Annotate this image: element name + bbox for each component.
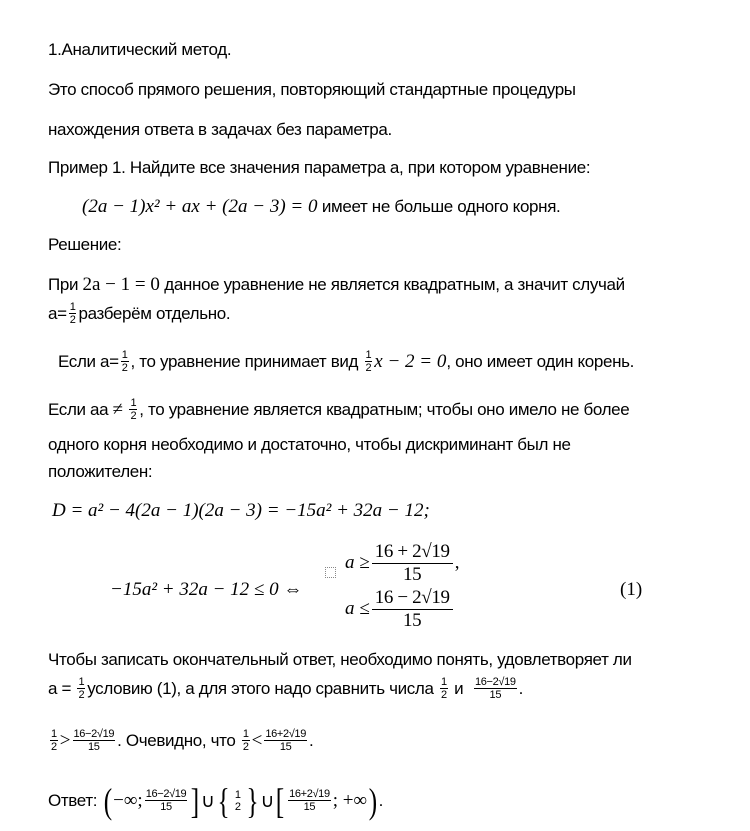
denominator: 15: [403, 564, 422, 585]
inequality: [110, 579, 302, 601]
denominator: 2: [78, 689, 85, 701]
ge-label: a ≥: [345, 552, 370, 573]
fraction-plus: [372, 542, 453, 584]
text: (1): [620, 579, 643, 600]
numerator: 16−2√19: [475, 676, 516, 688]
case3-line-3: [48, 462, 152, 482]
case1-math: 2a − 1 = 0: [82, 274, 160, 295]
text: a=: [48, 304, 67, 323]
denominator: 2: [365, 362, 372, 374]
denominator: 15: [160, 801, 172, 813]
discriminant-math: D = a² − 4(2a − 1)(2a − 3) = −15a² + 32a − 12;: [52, 500, 430, 521]
numerator: 1: [69, 301, 76, 313]
denominator: 15: [403, 610, 422, 631]
denominator: 2: [130, 410, 137, 422]
comparison-line: [48, 729, 313, 753]
fraction-minus: [145, 789, 188, 813]
denominator: 15: [489, 689, 502, 701]
union-sign: ∪: [200, 790, 215, 812]
answer-line: [48, 783, 383, 819]
denominator: 2: [51, 741, 57, 753]
text: и: [454, 679, 464, 698]
denominator: 15: [279, 741, 292, 753]
numerator: 16 + 2√19: [372, 542, 453, 564]
system-row-le: [345, 586, 459, 632]
bracket: ): [368, 781, 377, 821]
inequality-math: −15a² + 32a − 12 ≤ 0 ⇔: [110, 579, 303, 600]
text: При: [48, 275, 79, 294]
equation-number: [620, 579, 642, 601]
fraction-minus: [73, 729, 116, 753]
text: одного корня необходимо и достаточно, чтобы дискриминант был не: [48, 435, 571, 454]
text: .: [378, 791, 384, 810]
fraction-half: [77, 677, 85, 701]
text: Решение:: [48, 235, 122, 254]
fraction-minus: [372, 588, 453, 630]
bracket: }: [246, 781, 259, 821]
fraction-half: [121, 350, 129, 374]
text: Если аа: [48, 400, 109, 419]
case2-math: x − 2 = 0: [374, 351, 447, 372]
text: .: [308, 731, 314, 750]
solution-label: [48, 235, 121, 255]
answer-label: Ответ:: [48, 791, 98, 810]
numerator: 1: [78, 676, 85, 688]
fraction-half: [234, 790, 242, 813]
gt-sign: >: [59, 730, 71, 751]
text: −∞;: [113, 790, 143, 811]
text: .: [518, 679, 523, 698]
intro-line-1: [48, 80, 576, 100]
placeholder-box-icon: [325, 567, 336, 578]
bracket: {: [217, 781, 230, 821]
denominator: 2: [121, 362, 128, 374]
final-line-1: [48, 650, 632, 670]
union-sign: ∪: [260, 790, 275, 812]
fraction-plus: [264, 729, 307, 753]
intro-line-2: [48, 120, 392, 140]
denominator: 2: [440, 689, 447, 701]
case3-line: [48, 398, 629, 422]
text: , то уравнение принимает вид: [130, 352, 359, 371]
fraction-plus: [288, 789, 331, 813]
text: . Очевидно, что: [117, 731, 236, 750]
case2-line: [58, 350, 634, 374]
denominator: 15: [303, 801, 316, 813]
numerator: 1: [130, 397, 137, 409]
le-label: a ≤: [345, 598, 370, 619]
text: положителен:: [48, 462, 153, 481]
text: , оно имеет один корень.: [446, 352, 635, 371]
comma: ,: [454, 552, 460, 573]
text: ; +∞: [332, 790, 368, 811]
numerator: 1: [234, 788, 241, 801]
system-row-ge: [345, 540, 459, 586]
denominator: 2: [69, 314, 76, 326]
bracket: ]: [191, 781, 200, 821]
numerator: 16−2√19: [73, 728, 115, 740]
fraction-half: [242, 729, 250, 753]
fraction-half: [365, 350, 373, 374]
fraction-half: [129, 398, 137, 422]
text: условию (1), а для этого надо сравнить числа: [87, 679, 434, 698]
text: данное уравнение не является квадратным, а значит случай: [164, 275, 625, 294]
numerator: 1: [365, 349, 372, 361]
case3-line-2: [48, 435, 571, 455]
final-line-2: [48, 677, 523, 701]
case1-line: [48, 274, 625, 296]
fraction-minus: [474, 677, 517, 701]
denominator: 2: [242, 741, 249, 753]
text: Это способ прямого решения, повторяющий стандартные процедуры: [48, 80, 576, 99]
heading: [48, 40, 231, 60]
discriminant-line: [52, 500, 430, 522]
text: разберём отдельно.: [78, 304, 231, 323]
neq-sign: ≠: [112, 399, 124, 420]
numerator: 16−2√19: [145, 788, 187, 800]
denominator: 2: [234, 800, 241, 813]
heading-text: 1.Аналитический метод.: [48, 40, 232, 59]
fraction-half: [69, 302, 77, 326]
text: имеет не больше одного корня.: [321, 197, 561, 216]
lt-sign: <: [251, 730, 263, 751]
text: , то уравнение является квадратным; чтобы оно имело не более: [139, 400, 630, 419]
fraction-half: [50, 729, 58, 753]
numerator: 1: [242, 728, 249, 740]
numerator: 16+2√19: [289, 788, 330, 800]
equation-math: (2a − 1)x² + ax + (2a − 3) = 0: [82, 196, 318, 217]
text: Если а=: [58, 352, 119, 371]
text: Чтобы записать окончательный ответ, необходимо понять, удовлетворяет ли: [48, 650, 632, 669]
numerator: 1: [51, 728, 57, 740]
equation-line: [82, 196, 560, 218]
numerator: 1: [440, 676, 447, 688]
numerator: 16 − 2√19: [372, 588, 453, 610]
text: Пример 1. Найдите все значения параметра а, при котором уравнение:: [48, 158, 591, 177]
fraction-half: [440, 677, 448, 701]
inequality-system: [345, 540, 459, 632]
example-line: [48, 158, 590, 178]
bracket: [: [276, 781, 285, 821]
bracket: (: [103, 781, 112, 821]
case1b-line: [48, 302, 230, 326]
denominator: 15: [88, 741, 100, 753]
numerator: 16+2√19: [265, 728, 306, 740]
text: нахождения ответа в задачах без параметра.: [48, 120, 392, 139]
numerator: 1: [121, 349, 128, 361]
text: а =: [48, 679, 72, 698]
